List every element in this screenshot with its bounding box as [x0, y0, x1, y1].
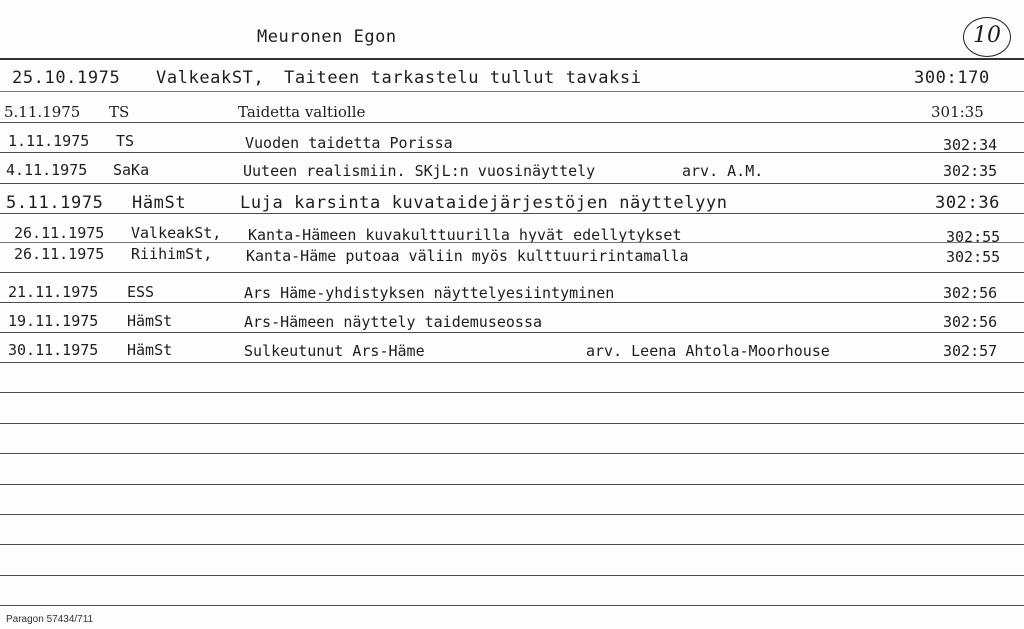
- entry-source: HämSt: [127, 312, 173, 330]
- entry-date: 26.11.1975: [14, 224, 105, 242]
- entry-ref: 302:34: [943, 136, 998, 154]
- entry-date: 4.11.1975: [6, 161, 88, 179]
- entry-title: Luja karsinta kuvataidejärjestöjen näyttelyyn: [240, 193, 728, 213]
- entry-title: Kanta-Häme putoaa väliin myös kulttuuririntamalla: [246, 247, 689, 265]
- entry-date: 26.11.1975: [14, 245, 105, 263]
- entry-source: ESS: [127, 283, 155, 301]
- entry-date: 30.11.1975: [8, 341, 99, 359]
- entry-ref: 302:55: [946, 248, 1001, 266]
- entry-source: SaKa: [113, 161, 150, 179]
- entry-ref: 300:170: [914, 68, 990, 88]
- entry-ref: 301:35: [931, 103, 984, 121]
- entry-title: Taidetta valtiolle: [238, 103, 366, 121]
- header-rule: [0, 58, 1024, 60]
- entry-date: 25.10.1975: [12, 68, 121, 88]
- empty-rule: [0, 605, 1024, 606]
- entry-title: Ars Häme-yhdistyksen näyttelyesiintyminen: [244, 284, 615, 302]
- entry-ref: 302:35: [943, 162, 998, 180]
- print-mark: Paragon 57434/711: [6, 614, 94, 625]
- entry-source: ValkeakST,: [156, 68, 265, 88]
- row-rule: [0, 213, 1024, 214]
- row-rule: [0, 183, 1024, 184]
- entry-title: Taiteen tarkastelu tullut tavaksi: [284, 68, 642, 88]
- card-number-circled: 10: [963, 17, 1011, 57]
- entry-date: 1.11.1975: [8, 132, 90, 150]
- empty-rule: [0, 484, 1024, 485]
- row-rule: [0, 362, 1024, 363]
- entry-title: Kanta-Hämeen kuvakulttuurilla hyvät edellytykset: [248, 226, 682, 244]
- row-rule: [0, 272, 1024, 273]
- entry-source: RiihimSt,: [131, 245, 213, 263]
- entry-ref: 302:36: [935, 193, 1001, 213]
- entry-ref: 302:57: [943, 342, 998, 360]
- card-name: Meuronen Egon: [257, 27, 397, 47]
- row-rule: [0, 122, 1024, 123]
- entry-source: HämSt: [132, 193, 187, 213]
- row-rule: [0, 152, 1024, 153]
- entry-title: Sulkeutunut Ars-Häme: [244, 342, 425, 360]
- entry-date: 19.11.1975: [8, 312, 99, 330]
- entry-title: Vuoden taidetta Porissa: [245, 134, 453, 152]
- entry-source: TS: [109, 103, 130, 121]
- entry-ref: 302:55: [946, 228, 1001, 246]
- entry-source: HämSt: [127, 341, 173, 359]
- entry-note: arv. Leena Ahtola-Moorhouse: [586, 342, 830, 360]
- entry-title: Uuteen realismiin. SKjL:n vuosinäyttely: [243, 162, 596, 180]
- entry-date: 21.11.1975: [8, 283, 99, 301]
- entry-source: ValkeakSt,: [131, 224, 222, 242]
- empty-rule: [0, 514, 1024, 515]
- empty-rule: [0, 575, 1024, 576]
- row-rule: [0, 242, 1024, 243]
- entry-source: TS: [116, 132, 135, 150]
- row-rule: [0, 91, 1024, 92]
- entry-date: 5.11.1975: [4, 103, 81, 121]
- entry-ref: 302:56: [943, 313, 998, 331]
- entry-note: arv. A.M.: [682, 162, 764, 180]
- empty-rule: [0, 453, 1024, 454]
- entry-date: 5.11.1975: [6, 193, 104, 213]
- row-rule: [0, 302, 1024, 303]
- empty-rule: [0, 423, 1024, 424]
- empty-rule: [0, 544, 1024, 545]
- empty-rule: [0, 392, 1024, 393]
- row-rule: [0, 332, 1024, 333]
- entry-title: Ars-Hämeen näyttely taidemuseossa: [244, 313, 543, 331]
- entry-ref: 302:56: [943, 284, 998, 302]
